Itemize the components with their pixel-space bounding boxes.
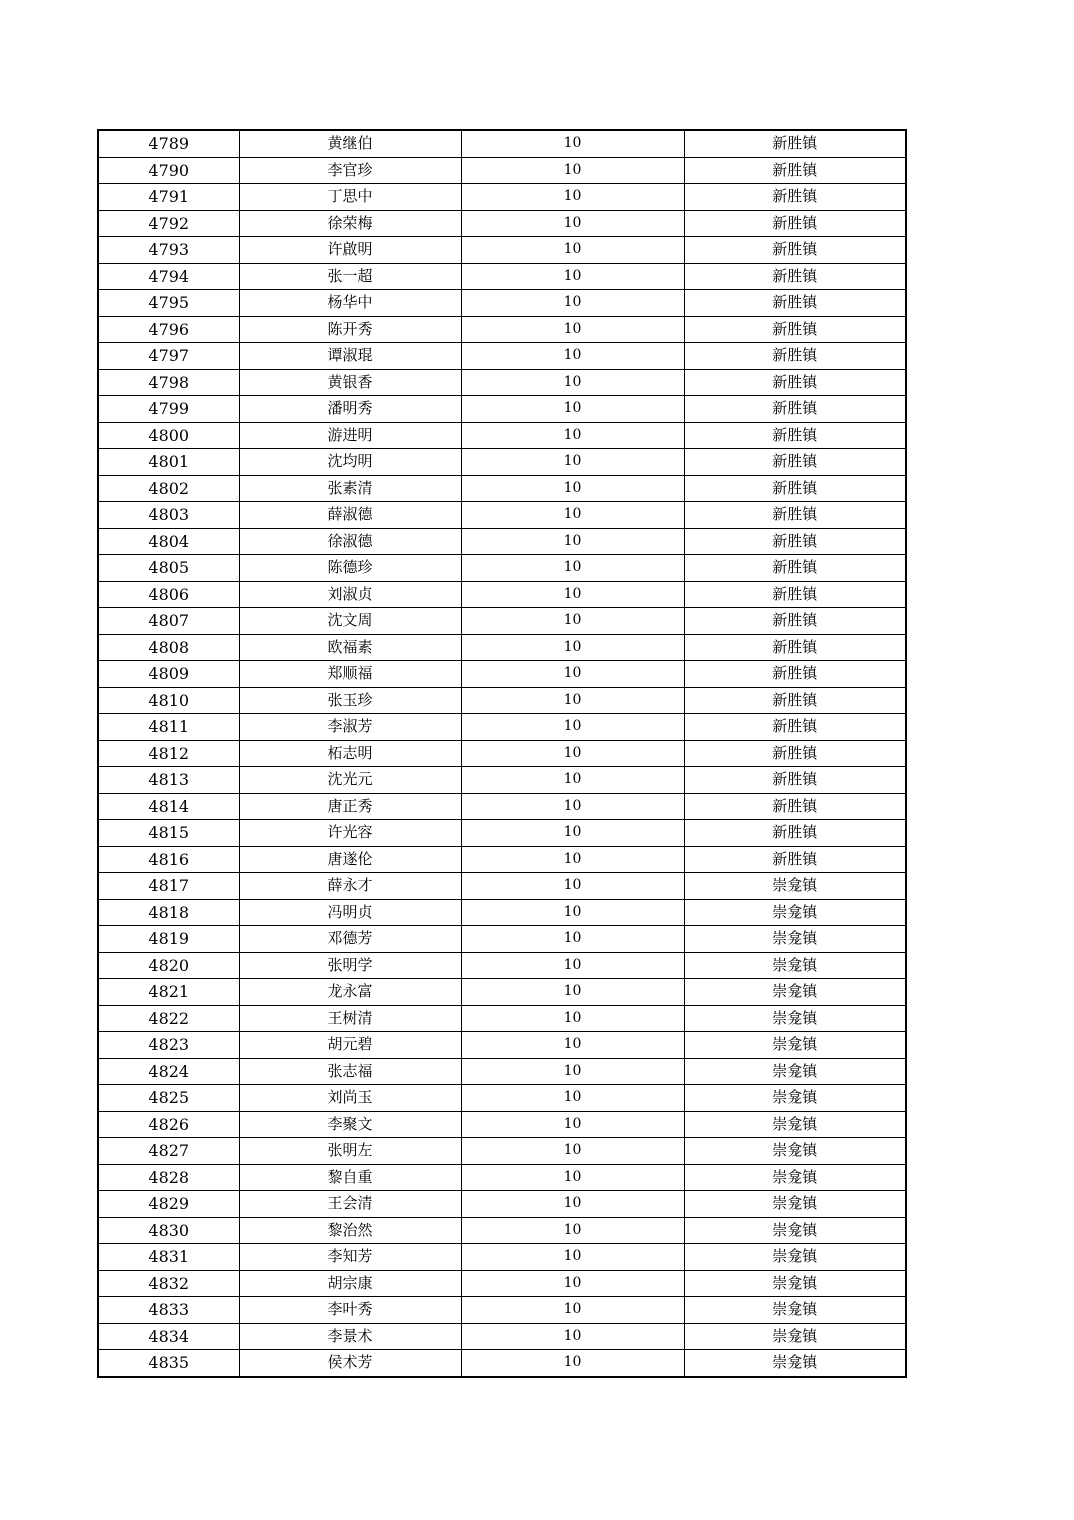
- serial-number-cell: 4799: [98, 396, 239, 423]
- amount-cell: 10: [461, 210, 684, 237]
- name-cell: 张一超: [239, 263, 461, 290]
- serial-number-cell: 4816: [98, 846, 239, 873]
- serial-number-cell: 4835: [98, 1350, 239, 1377]
- table-row: [98, 846, 906, 873]
- amount-cell: 10: [461, 1270, 684, 1297]
- amount-cell: 10: [461, 396, 684, 423]
- amount-cell: 10: [461, 422, 684, 449]
- town-cell: 新胜镇: [684, 290, 906, 317]
- table-row: [98, 1297, 906, 1324]
- table-row: [98, 687, 906, 714]
- town-cell: 新胜镇: [684, 157, 906, 184]
- amount-cell: 10: [461, 1058, 684, 1085]
- table-row: [98, 979, 906, 1006]
- serial-number-cell: 4807: [98, 608, 239, 635]
- town-cell: 崇龛镇: [684, 899, 906, 926]
- amount-cell: 10: [461, 793, 684, 820]
- table-row: [98, 422, 906, 449]
- amount-cell: 10: [461, 687, 684, 714]
- town-cell: 新胜镇: [684, 263, 906, 290]
- name-cell: 陈开秀: [239, 316, 461, 343]
- amount-cell: 10: [461, 1323, 684, 1350]
- serial-number-cell: 4796: [98, 316, 239, 343]
- name-cell: 黄银香: [239, 369, 461, 396]
- serial-number-cell: 4823: [98, 1032, 239, 1059]
- town-cell: 新胜镇: [684, 820, 906, 847]
- name-cell: 沈文周: [239, 608, 461, 635]
- table-row: [98, 1085, 906, 1112]
- name-cell: 胡元碧: [239, 1032, 461, 1059]
- table-row: [98, 263, 906, 290]
- table-row: [98, 237, 906, 264]
- amount-cell: 10: [461, 555, 684, 582]
- name-cell: 唐遂伦: [239, 846, 461, 873]
- roster-table: [97, 129, 907, 1378]
- amount-cell: 10: [461, 237, 684, 264]
- name-cell: 张素清: [239, 475, 461, 502]
- table-row: [98, 873, 906, 900]
- serial-number-cell: 4820: [98, 952, 239, 979]
- name-cell: 王会清: [239, 1191, 461, 1218]
- table-row: [98, 899, 906, 926]
- name-cell: 王树清: [239, 1005, 461, 1032]
- town-cell: 崇龛镇: [684, 1085, 906, 1112]
- name-cell: 许啟明: [239, 237, 461, 264]
- table-row: [98, 369, 906, 396]
- table-row: [98, 343, 906, 370]
- name-cell: 徐淑德: [239, 528, 461, 555]
- amount-cell: 10: [461, 1164, 684, 1191]
- name-cell: 薛永才: [239, 873, 461, 900]
- amount-cell: 10: [461, 581, 684, 608]
- serial-number-cell: 4831: [98, 1244, 239, 1271]
- amount-cell: 10: [461, 979, 684, 1006]
- town-cell: 崇龛镇: [684, 1032, 906, 1059]
- town-cell: 崇龛镇: [684, 1138, 906, 1165]
- serial-number-cell: 4829: [98, 1191, 239, 1218]
- town-cell: 新胜镇: [684, 130, 906, 157]
- table-row: [98, 740, 906, 767]
- name-cell: 邓德芳: [239, 926, 461, 953]
- town-cell: 新胜镇: [684, 237, 906, 264]
- serial-number-cell: 4826: [98, 1111, 239, 1138]
- table-row: [98, 581, 906, 608]
- town-cell: 新胜镇: [684, 449, 906, 476]
- amount-cell: 10: [461, 502, 684, 529]
- table-row: [98, 396, 906, 423]
- name-cell: 徐荣梅: [239, 210, 461, 237]
- serial-number-cell: 4805: [98, 555, 239, 582]
- name-cell: 黄继伯: [239, 130, 461, 157]
- name-cell: 欧福素: [239, 634, 461, 661]
- name-cell: 侯术芳: [239, 1350, 461, 1377]
- table-row: [98, 449, 906, 476]
- town-cell: 新胜镇: [684, 210, 906, 237]
- table-row: [98, 1191, 906, 1218]
- table-row: [98, 634, 906, 661]
- amount-cell: 10: [461, 1111, 684, 1138]
- name-cell: 黎自重: [239, 1164, 461, 1191]
- serial-number-cell: 4815: [98, 820, 239, 847]
- table-row: [98, 184, 906, 211]
- table-row: [98, 1111, 906, 1138]
- name-cell: 张明左: [239, 1138, 461, 1165]
- serial-number-cell: 4791: [98, 184, 239, 211]
- town-cell: 新胜镇: [684, 608, 906, 635]
- name-cell: 李叶秀: [239, 1297, 461, 1324]
- serial-number-cell: 4806: [98, 581, 239, 608]
- amount-cell: 10: [461, 1297, 684, 1324]
- serial-number-cell: 4818: [98, 899, 239, 926]
- town-cell: 新胜镇: [684, 343, 906, 370]
- name-cell: 唐正秀: [239, 793, 461, 820]
- town-cell: 崇龛镇: [684, 1164, 906, 1191]
- name-cell: 杨华中: [239, 290, 461, 317]
- table-row: [98, 608, 906, 635]
- table-row: [98, 1005, 906, 1032]
- town-cell: 新胜镇: [684, 396, 906, 423]
- table-row: [98, 157, 906, 184]
- name-cell: 胡宗康: [239, 1270, 461, 1297]
- amount-cell: 10: [461, 1191, 684, 1218]
- name-cell: 刘尚玉: [239, 1085, 461, 1112]
- name-cell: 游进明: [239, 422, 461, 449]
- amount-cell: 10: [461, 661, 684, 688]
- name-cell: 李淑芳: [239, 714, 461, 741]
- amount-cell: 10: [461, 1138, 684, 1165]
- amount-cell: 10: [461, 1032, 684, 1059]
- table-row: [98, 316, 906, 343]
- table-row: [98, 1058, 906, 1085]
- town-cell: 新胜镇: [684, 714, 906, 741]
- table-row: [98, 210, 906, 237]
- town-cell: 新胜镇: [684, 316, 906, 343]
- serial-number-cell: 4803: [98, 502, 239, 529]
- table-row: [98, 1244, 906, 1271]
- amount-cell: 10: [461, 449, 684, 476]
- town-cell: 崇龛镇: [684, 1058, 906, 1085]
- table-row: [98, 555, 906, 582]
- serial-number-cell: 4821: [98, 979, 239, 1006]
- table-row: [98, 793, 906, 820]
- name-cell: 陈德珍: [239, 555, 461, 582]
- amount-cell: 10: [461, 316, 684, 343]
- town-cell: 新胜镇: [684, 661, 906, 688]
- table-row: [98, 502, 906, 529]
- serial-number-cell: 4809: [98, 661, 239, 688]
- amount-cell: 10: [461, 634, 684, 661]
- serial-number-cell: 4822: [98, 1005, 239, 1032]
- amount-cell: 10: [461, 952, 684, 979]
- serial-number-cell: 4794: [98, 263, 239, 290]
- amount-cell: 10: [461, 714, 684, 741]
- serial-number-cell: 4801: [98, 449, 239, 476]
- amount-cell: 10: [461, 1244, 684, 1271]
- town-cell: 崇龛镇: [684, 1111, 906, 1138]
- town-cell: 崇龛镇: [684, 1005, 906, 1032]
- amount-cell: 10: [461, 343, 684, 370]
- table-row: [98, 130, 906, 157]
- town-cell: 新胜镇: [684, 634, 906, 661]
- name-cell: 谭淑琨: [239, 343, 461, 370]
- amount-cell: 10: [461, 130, 684, 157]
- town-cell: 新胜镇: [684, 581, 906, 608]
- amount-cell: 10: [461, 899, 684, 926]
- amount-cell: 10: [461, 157, 684, 184]
- town-cell: 新胜镇: [684, 740, 906, 767]
- serial-number-cell: 4828: [98, 1164, 239, 1191]
- town-cell: 新胜镇: [684, 555, 906, 582]
- amount-cell: 10: [461, 1350, 684, 1377]
- town-cell: 新胜镇: [684, 184, 906, 211]
- amount-cell: 10: [461, 1085, 684, 1112]
- town-cell: 新胜镇: [684, 767, 906, 794]
- serial-number-cell: 4832: [98, 1270, 239, 1297]
- serial-number-cell: 4812: [98, 740, 239, 767]
- table-row: [98, 767, 906, 794]
- town-cell: 崇龛镇: [684, 1270, 906, 1297]
- town-cell: 崇龛镇: [684, 926, 906, 953]
- town-cell: 新胜镇: [684, 793, 906, 820]
- serial-number-cell: 4795: [98, 290, 239, 317]
- name-cell: 潘明秀: [239, 396, 461, 423]
- serial-number-cell: 4808: [98, 634, 239, 661]
- table-row: [98, 952, 906, 979]
- serial-number-cell: 4824: [98, 1058, 239, 1085]
- table-row: [98, 1138, 906, 1165]
- town-cell: 新胜镇: [684, 687, 906, 714]
- town-cell: 新胜镇: [684, 528, 906, 555]
- name-cell: 沈光元: [239, 767, 461, 794]
- name-cell: 李聚文: [239, 1111, 461, 1138]
- town-cell: 崇龛镇: [684, 1297, 906, 1324]
- amount-cell: 10: [461, 528, 684, 555]
- serial-number-cell: 4797: [98, 343, 239, 370]
- table-row: [98, 290, 906, 317]
- amount-cell: 10: [461, 184, 684, 211]
- amount-cell: 10: [461, 290, 684, 317]
- table-row: [98, 661, 906, 688]
- amount-cell: 10: [461, 740, 684, 767]
- serial-number-cell: 4819: [98, 926, 239, 953]
- serial-number-cell: 4800: [98, 422, 239, 449]
- name-cell: 柘志明: [239, 740, 461, 767]
- table-row: [98, 1164, 906, 1191]
- town-cell: 崇龛镇: [684, 1191, 906, 1218]
- table-row: [98, 1032, 906, 1059]
- town-cell: 崇龛镇: [684, 952, 906, 979]
- town-cell: 崇龛镇: [684, 873, 906, 900]
- amount-cell: 10: [461, 608, 684, 635]
- serial-number-cell: 4790: [98, 157, 239, 184]
- amount-cell: 10: [461, 475, 684, 502]
- name-cell: 李知芳: [239, 1244, 461, 1271]
- name-cell: 许光容: [239, 820, 461, 847]
- name-cell: 龙永富: [239, 979, 461, 1006]
- serial-number-cell: 4789: [98, 130, 239, 157]
- serial-number-cell: 4792: [98, 210, 239, 237]
- table-row: [98, 475, 906, 502]
- town-cell: 崇龛镇: [684, 979, 906, 1006]
- name-cell: 郑顺福: [239, 661, 461, 688]
- table-row: [98, 528, 906, 555]
- town-cell: 崇龛镇: [684, 1244, 906, 1271]
- amount-cell: 10: [461, 1005, 684, 1032]
- serial-number-cell: 4827: [98, 1138, 239, 1165]
- amount-cell: 10: [461, 767, 684, 794]
- amount-cell: 10: [461, 926, 684, 953]
- town-cell: 新胜镇: [684, 369, 906, 396]
- amount-cell: 10: [461, 846, 684, 873]
- name-cell: 张志福: [239, 1058, 461, 1085]
- name-cell: 李景术: [239, 1323, 461, 1350]
- table-row: [98, 714, 906, 741]
- town-cell: 崇龛镇: [684, 1350, 906, 1377]
- name-cell: 薛淑德: [239, 502, 461, 529]
- serial-number-cell: 4813: [98, 767, 239, 794]
- table-row: [98, 1350, 906, 1377]
- serial-number-cell: 4804: [98, 528, 239, 555]
- town-cell: 新胜镇: [684, 422, 906, 449]
- town-cell: 新胜镇: [684, 846, 906, 873]
- name-cell: 冯明贞: [239, 899, 461, 926]
- name-cell: 张明学: [239, 952, 461, 979]
- name-cell: 张玉珍: [239, 687, 461, 714]
- serial-number-cell: 4793: [98, 237, 239, 264]
- name-cell: 沈均明: [239, 449, 461, 476]
- serial-number-cell: 4833: [98, 1297, 239, 1324]
- table-row: [98, 926, 906, 953]
- table-row: [98, 1323, 906, 1350]
- roster-body: [98, 130, 906, 1377]
- amount-cell: 10: [461, 873, 684, 900]
- name-cell: 刘淑贞: [239, 581, 461, 608]
- serial-number-cell: 4834: [98, 1323, 239, 1350]
- serial-number-cell: 4817: [98, 873, 239, 900]
- town-cell: 新胜镇: [684, 502, 906, 529]
- town-cell: 崇龛镇: [684, 1217, 906, 1244]
- serial-number-cell: 4810: [98, 687, 239, 714]
- amount-cell: 10: [461, 820, 684, 847]
- amount-cell: 10: [461, 369, 684, 396]
- serial-number-cell: 4830: [98, 1217, 239, 1244]
- serial-number-cell: 4802: [98, 475, 239, 502]
- table-row: [98, 820, 906, 847]
- name-cell: 李官珍: [239, 157, 461, 184]
- table-row: [98, 1217, 906, 1244]
- serial-number-cell: 4811: [98, 714, 239, 741]
- amount-cell: 10: [461, 1217, 684, 1244]
- amount-cell: 10: [461, 263, 684, 290]
- town-cell: 崇龛镇: [684, 1323, 906, 1350]
- town-cell: 新胜镇: [684, 475, 906, 502]
- serial-number-cell: 4814: [98, 793, 239, 820]
- name-cell: 丁思中: [239, 184, 461, 211]
- serial-number-cell: 4825: [98, 1085, 239, 1112]
- serial-number-cell: 4798: [98, 369, 239, 396]
- table-row: [98, 1270, 906, 1297]
- name-cell: 黎治然: [239, 1217, 461, 1244]
